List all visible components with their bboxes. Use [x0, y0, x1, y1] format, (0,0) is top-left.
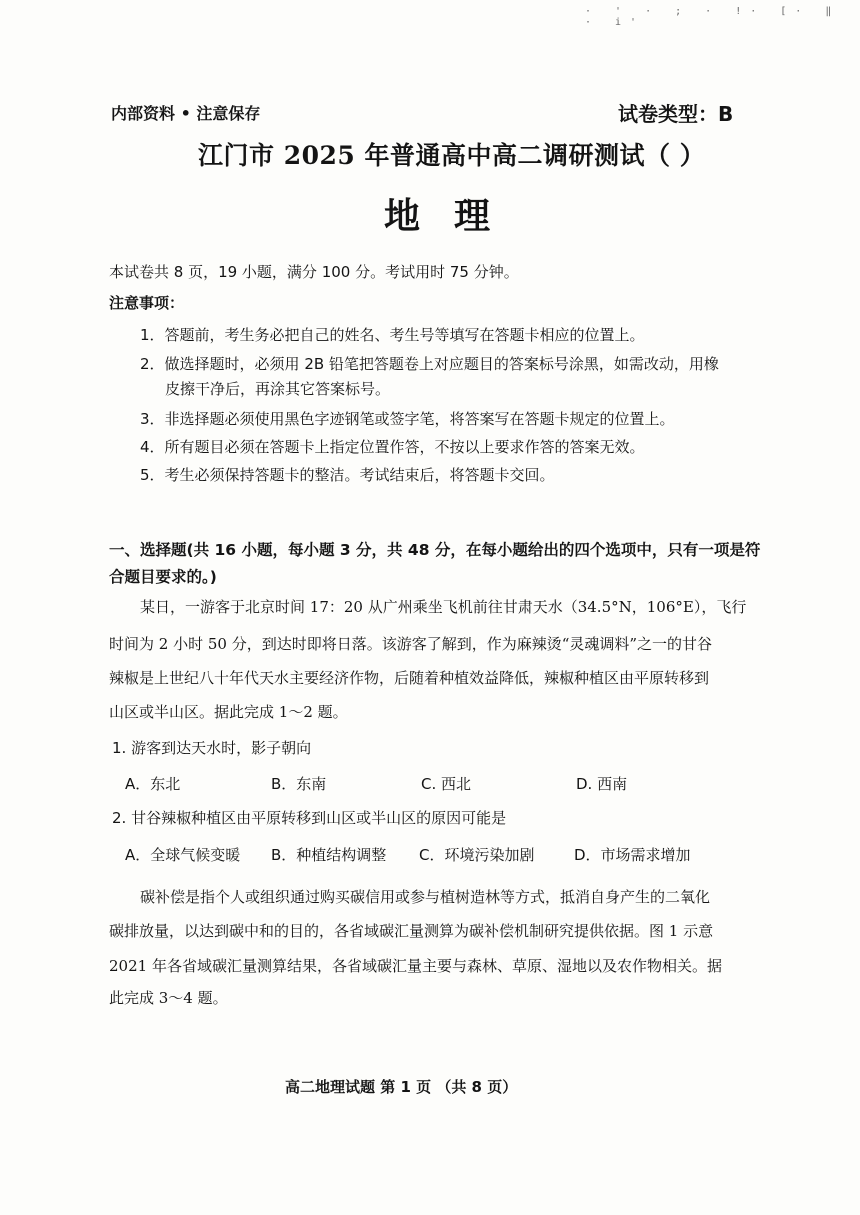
notice-heading: 注意事项： — [109, 294, 185, 312]
exam-title: 江门市 2025 年普通高中高二调研测试（ ） — [198, 141, 706, 170]
passage-line: 碳补偿是指个人或组织通过购买碳信用或参与植树造林等方式，抵消自身产生的二氧化 — [140, 888, 711, 906]
notice-item: 2．做选择题时，必须用 2B 铅笔把答题卷上对应题目的答案标号涂黑，如需改动，用橡 — [140, 355, 719, 373]
answer-option: B．种植结构调整 — [271, 846, 387, 864]
exam-info: 本试卷共 8 页，19 小题，满分 100 分。考试用时 75 分钟。 — [109, 263, 519, 281]
notice-item-continued: 皮擦干净后，再涂其它答案标号。 — [165, 380, 391, 398]
answer-option: C．环境污染加剧 — [419, 846, 535, 864]
notice-item: 5．考生必须保持答题卡的整洁。考试结束后，将答题卡交回。 — [140, 466, 555, 484]
passage-line: 某日，一游客于北京时间 17：20 从广州乘坐飞机前往甘肃天水（34.5°N，106°E），飞行 — [140, 598, 747, 616]
passage-line: 此完成 3～4 题。 — [109, 989, 228, 1007]
passage-line: 辣椒是上世纪八十年代天水主要经济作物，后随着种植效益降低，辣椒种植区由平原转移到 — [109, 669, 710, 687]
section-heading-continued: 合题目要求的。) — [109, 568, 217, 586]
notice-item: 4．所有题目必须在答题卡上指定位置作答，不按以上要求作答的答案无效。 — [140, 438, 645, 456]
answer-option: D. 西南 — [576, 775, 628, 793]
answer-option: A．全球气候变暖 — [125, 846, 241, 864]
page-footer: 高二地理试题 第 1 页 （共 8 页） — [285, 1078, 518, 1096]
answer-option: A．东北 — [125, 775, 181, 793]
answer-option: B．东南 — [271, 775, 327, 793]
notice-item: 1．答题前，考生务必把自己的姓名、考生号等填写在答题卡相应的位置上。 — [140, 326, 645, 344]
section-heading: 一、选择题(共 16 小题，每小题 3 分，共 48 分，在每小题给出的四个选项中，只有一项是符 — [109, 541, 761, 559]
confidential-label: 内部资料 • 注意保存 — [111, 104, 261, 123]
question-stem: 2. 甘谷辣椒种植区由平原转移到山区或半山区的原因可能是 — [112, 809, 507, 827]
answer-option: D．市场需求增加 — [574, 846, 691, 864]
question-stem: 1. 游客到达天水时，影子朝向 — [112, 739, 312, 757]
passage-line: 碳排放量，以达到碳中和的目的，各省域碳汇量测算为碳补偿机制研究提供依据。图 1 示意 — [109, 922, 714, 940]
scan-artifacts: · ' · ; · !· [· ‖ · i' — [585, 6, 841, 28]
answer-option: C. 西北 — [421, 775, 472, 793]
notice-item: 3．非选择题必须使用黑色字迹钢笔或签字笔，将答案写在答题卡规定的位置上。 — [140, 410, 675, 428]
passage-line: 2021 年各省域碳汇量测算结果，各省域碳汇量主要与森林、草原、湿地以及农作物相关。据 — [109, 957, 722, 975]
paper-type-label: 试卷类型：B — [618, 102, 734, 126]
subject-title: 地理 — [384, 196, 525, 237]
passage-line: 山区或半山区。据此完成 1～2 题。 — [109, 703, 348, 721]
passage-line: 时间为 2 小时 50 分，到达时即将日落。该游客了解到，作为麻辣烫“灵魂调料”之一的甘谷 — [109, 635, 713, 653]
